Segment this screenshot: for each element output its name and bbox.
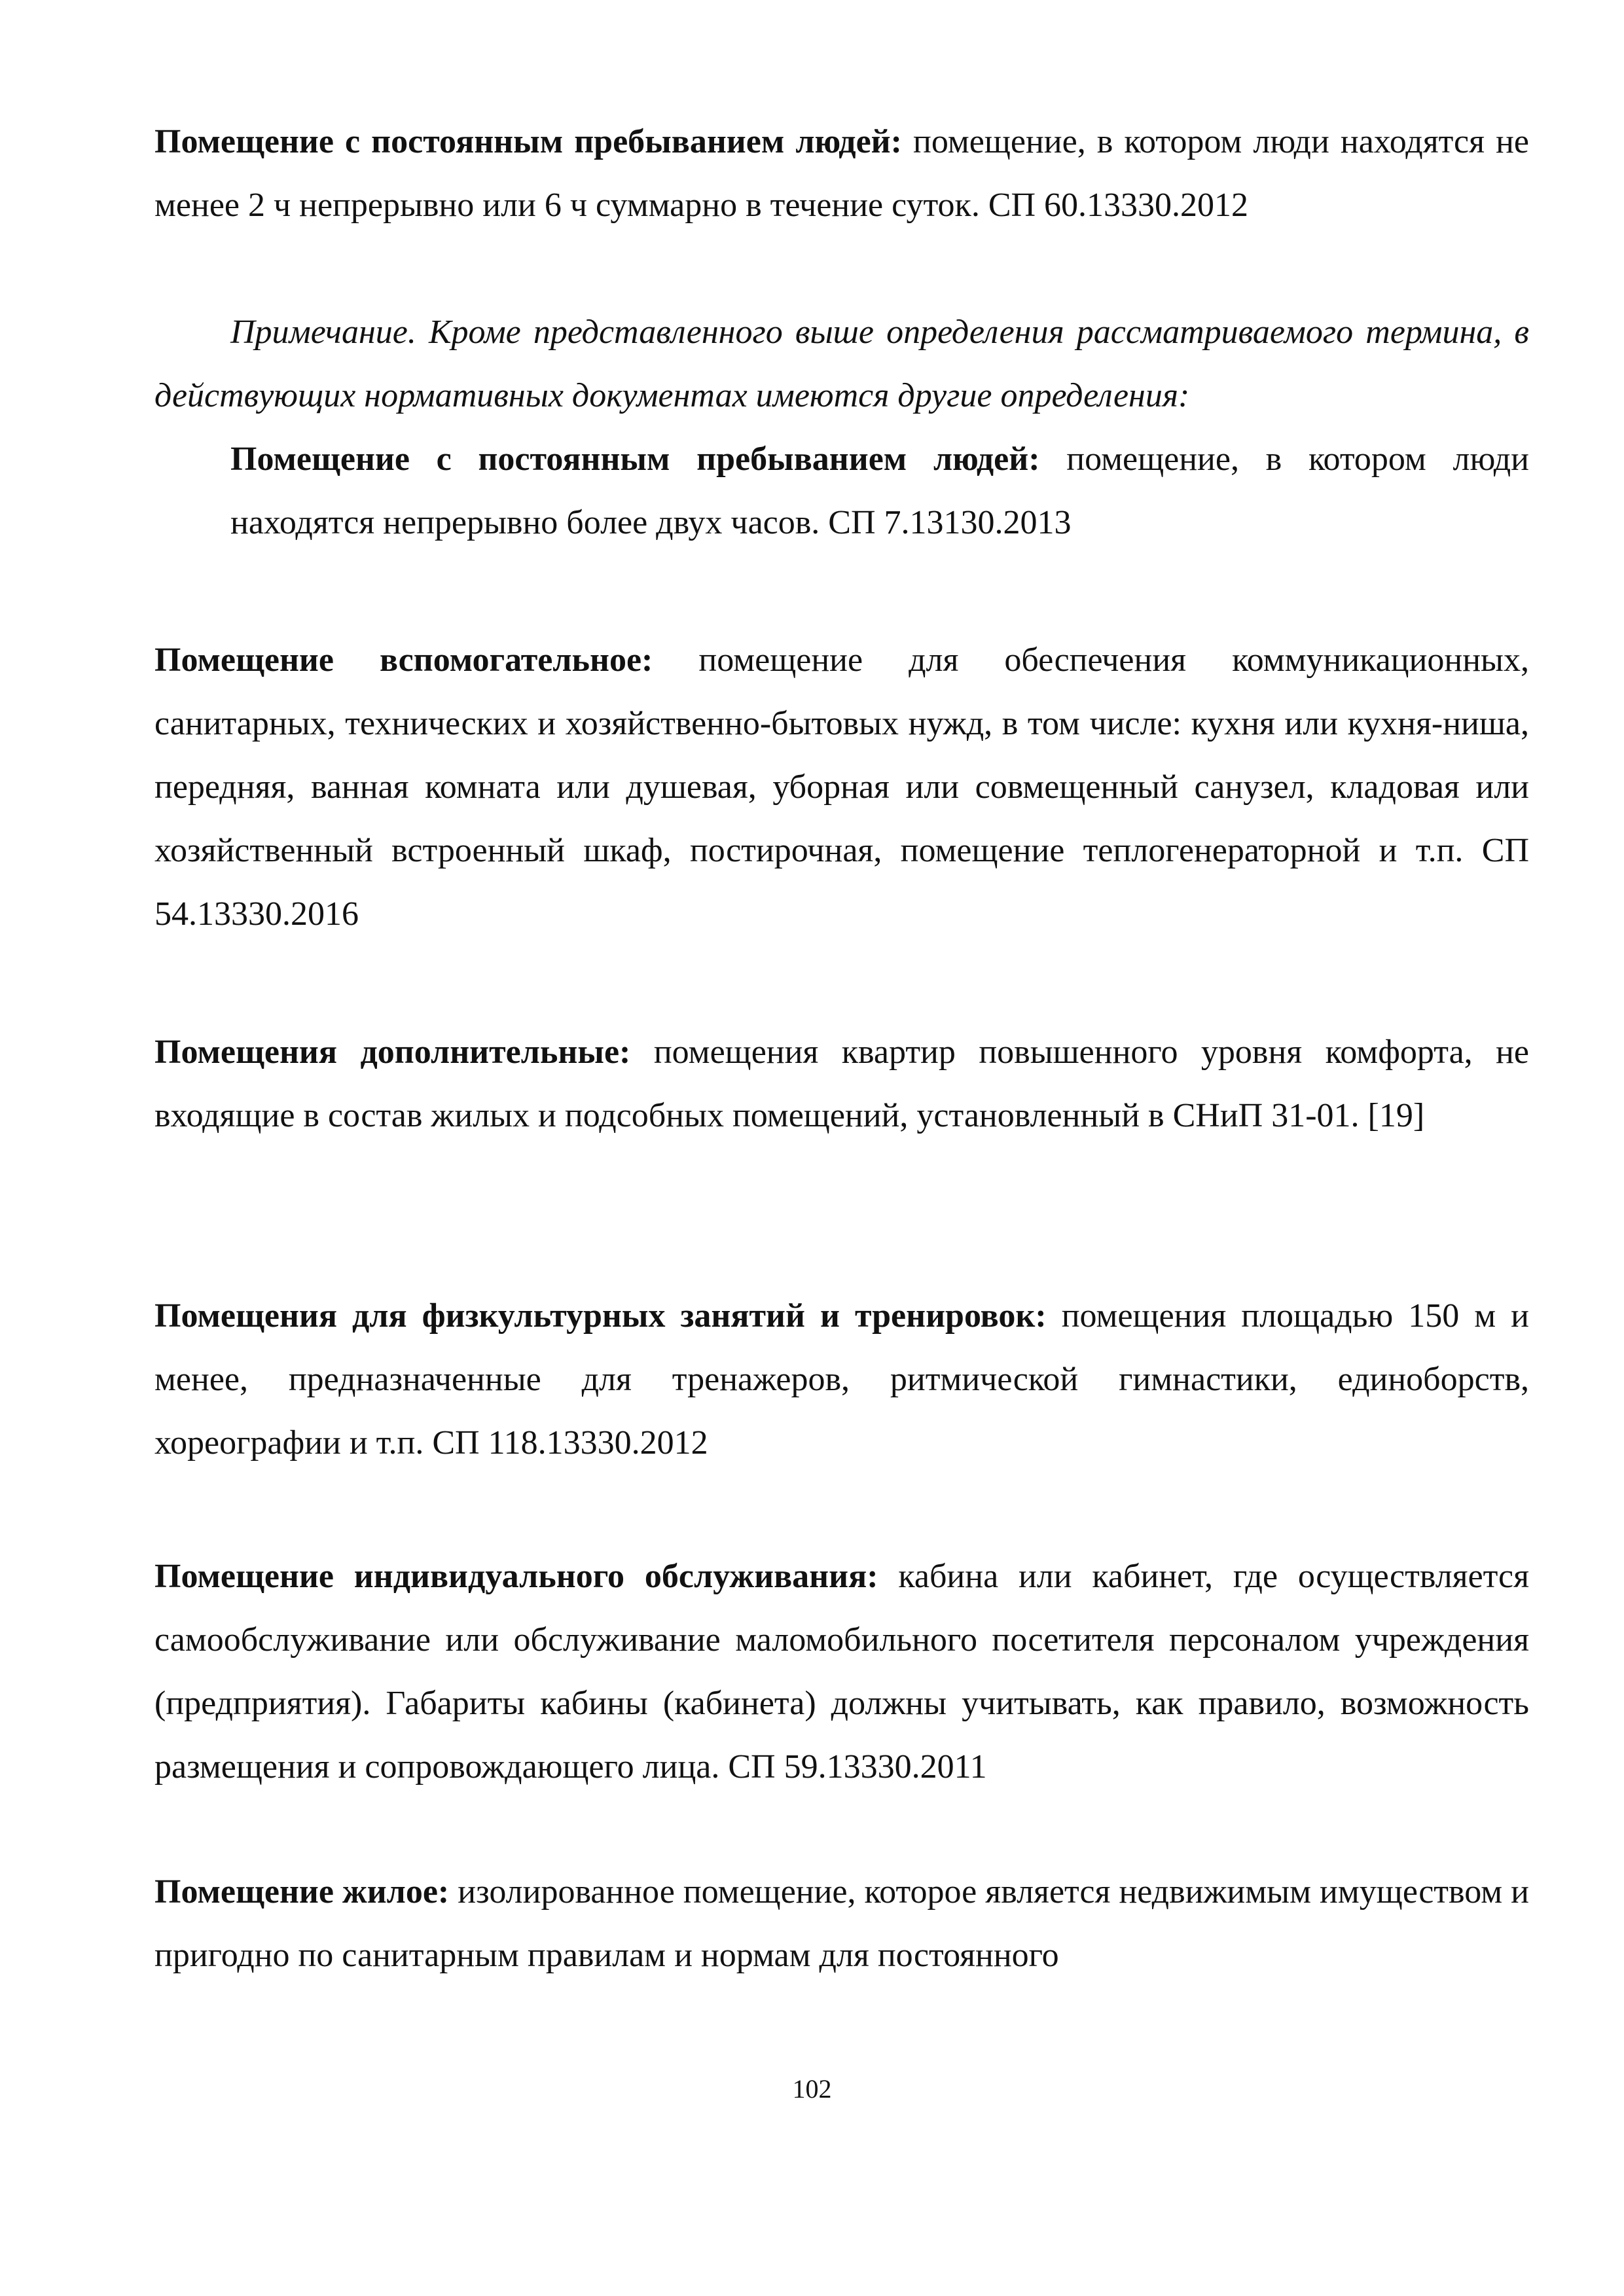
note-text: Примечание. Кроме представленного выше определения рассматриваемого термина, в действующих нормативных документах имеются другие определения:: [154, 314, 1529, 414]
entry-additional-rooms: [154, 1020, 1529, 1147]
definition: кабина или кабинет, где осуществляется самообслуживание или обслуживание маломобильного посетителя персоналом учреждения (предприятия). Габариты кабины (кабинета) должны учитывать, как правило, возможность размещения и сопровождающего лица. СП 59.13330.2011: [154, 1558, 1530, 1785]
definition: изолированное помещение, которое является недвижимым имуществом и пригодно по санитарным правилам и нормам для постоянного: [154, 1873, 1530, 1974]
term: Помещение с постоянным пребыванием людей:: [154, 123, 902, 160]
entry-permanent-occupancy-alt: [230, 427, 1529, 554]
entry-living-room: [154, 1860, 1529, 1987]
note-paragraph: [154, 300, 1529, 427]
definition: помещения квартир повышенного уровня комфорта, не входящие в состав жилых и подсобных помещений, установленный в СНиП 31-01. [19]: [154, 1033, 1530, 1134]
entry-fitness-rooms: [154, 1284, 1529, 1475]
entry-permanent-occupancy: [154, 110, 1529, 237]
term: Помещение жилое:: [154, 1873, 450, 1910]
term: Помещения дополнительные:: [154, 1033, 631, 1071]
definition: помещение для обеспечения коммуникационных, санитарных, технических и хозяйственно-бытовых нужд, в том числе: кухня или кухня-ниша, передняя, ванная комната или душевая, уборная или совмещенный санузел, кладовая или хозяйственный встроенный шкаф, постирочная, помещение теплогенераторной и т.п. СП 54.13330.2016: [154, 641, 1529, 933]
entry-individual-service: [154, 1545, 1529, 1799]
term: Помещение вспомогательное:: [154, 641, 653, 679]
page-number: 102: [792, 2074, 832, 2104]
definition: помещения площадью 150 м и менее, предназначенные для тренажеров, ритмической гимнастики, единоборств, хореографии и т.п. СП 118.13330.2012: [154, 1297, 1530, 1462]
term: Помещения для физкультурных занятий и тренировок:: [154, 1297, 1047, 1335]
term: Помещение с постоянным пребыванием людей:: [230, 440, 1040, 478]
definition: помещение, в котором люди находятся непрерывно более двух часов. СП 7.13130.2013: [230, 440, 1529, 541]
term: Помещение индивидуального обслуживания:: [154, 1558, 878, 1595]
entry-auxiliary-room: [154, 628, 1529, 946]
definition: помещение, в котором люди находятся не менее 2 ч непрерывно или 6 ч суммарно в течение суток. СП 60.13330.2012: [154, 123, 1530, 224]
